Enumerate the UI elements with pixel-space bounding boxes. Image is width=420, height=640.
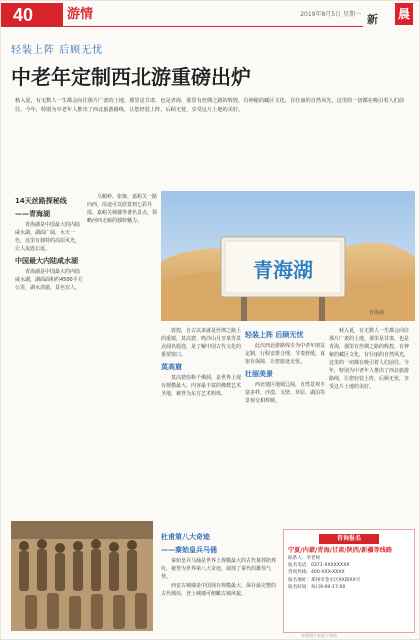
info-line: 报名电话：0371-XXXXXXXX xyxy=(288,563,350,569)
column-1 xyxy=(15,193,83,513)
paragraph: 敦煌，自古以来就是丝绸之路上的重镇，莫高窟、鸣沙山月牙泉等景点闻名遐迩，是了解中国古代文化的重要窗口。 xyxy=(161,328,241,358)
paragraph: 乌鞘岭、张掖、嘉峪关一路向西，沿途可以欣赏到七彩丹霞、嘉峪关城楼等著名景点，领略河西走廊的独特魅力。 xyxy=(87,194,157,224)
section-heading: 轻装上阵 后顾无忧 xyxy=(245,331,304,339)
section-heading: 中国最大内陆咸水湖 xyxy=(15,257,78,265)
terracotta-illustration xyxy=(11,521,153,631)
logo-text-left: 新 xyxy=(367,13,378,26)
section-name: 游情 xyxy=(67,7,94,22)
paragraph: 西北地区地域辽阔，自然景观丰富多样，沙漠、戈壁、草原、湖泊等景观交相辉映。 xyxy=(245,382,325,404)
paragraph: 秋入夏，有无数人一生都会向往那片广袤的土地，那里是甘肃，也是青海，那里有丝绸之路的辉煌，有神秘的藏区文化，有壮丽的自然风光，这里的一切都在吸引着人们前往。今年，特别为中老年人推出了西北旅游路线，让您轻装上阵，后顾无忧，享受这片土地的美好。 xyxy=(329,328,410,390)
section-heading-sub: ——青海湖 xyxy=(15,210,50,218)
column-2 xyxy=(87,193,157,513)
section-heading: 14天丝路探秘线 xyxy=(15,197,67,205)
headline: 中老年定制西北游重磅出炉 xyxy=(11,65,251,89)
column-bottom xyxy=(161,529,279,633)
section-heading: 壮丽美景 xyxy=(245,370,273,378)
photo-caption: 青海湖 xyxy=(369,310,385,316)
terracotta-photo xyxy=(11,521,153,631)
lead-paragraph: 秋入夏，有无数人一生都会向往那片广袤的土地，那里是甘肃，也是青海，那里有丝绸之路的辉煌，有神秘的藏区文化，有壮丽的自然风光，这里的一切都在吸引着人们前往。今年，特别为中老年人推出了西北旅游路线，让您轻装上阵，后顾无忧，享受这片土地的美好。 xyxy=(15,98,405,113)
header-rule xyxy=(63,26,363,27)
info-line: 报名时间：每日9:00-17:00 xyxy=(288,584,346,590)
info-line: 联系人：李老师 xyxy=(288,556,321,561)
info-box-title: 咨询报名 xyxy=(319,534,379,544)
footer-note: 本版图片来源于网络 xyxy=(301,633,337,638)
desert-photo xyxy=(161,191,415,321)
paragraph: 青海湖是中国最大的内陆咸水湖，湖面广阔，水天一色，这里有独特的高原风光，让人流连忘返。 xyxy=(15,222,81,252)
paragraph: 莫高窟俗称千佛洞，是世界上现存规模最大、内容最丰富的佛教艺术圣地，被誉为东方艺术明珠。 xyxy=(161,375,241,397)
page-header xyxy=(1,1,420,29)
paragraph: 西安古城墙是中国现存规模最大、保存最完整的古代城垣，登上城墙可俯瞰古城风貌。 xyxy=(161,583,277,597)
info-box-heading: 宁夏/内蒙/青海/甘肃/陕西/新疆等线路 xyxy=(288,547,393,554)
section-heading-sub: ——秦始皇兵马俑 xyxy=(161,546,217,554)
info-line: 咨询热线：400-XXX-XXXX xyxy=(288,570,345,576)
newspaper-logo xyxy=(367,3,413,27)
sign-text: 青海湖 xyxy=(253,258,313,282)
paragraph: 此次西北游路线专为中老年朋友定制，行程安排合理，节奏舒缓，食宿有保障，让您旅途无忧。 xyxy=(245,343,325,365)
page-number: 40 xyxy=(1,3,63,27)
kicker: 轻装上阵 后顾无忧 xyxy=(11,45,104,56)
paragraph: 秦始皇兵马俑是世界上规模最大的古代墓葬陪葬坑，被誉为世界第八大奇迹，展现了秦代的雄伟气势。 xyxy=(161,558,277,580)
section-heading: 莫高窟 xyxy=(161,363,182,371)
logo-text-right: 晨 xyxy=(395,3,413,25)
paragraph: 青海湖是中国最大的内陆咸水湖，湖面面积约4500平方公里，湖水清澈，景色宜人。 xyxy=(15,269,83,291)
column-5 xyxy=(329,327,413,523)
column-4 xyxy=(245,327,325,527)
desert-photo-illustration xyxy=(161,191,415,321)
column-3 xyxy=(161,327,241,527)
section-heading: 杜甫第八大奇迹 xyxy=(161,533,210,541)
issue-date: 2019年8月5日 星期一 xyxy=(300,11,361,18)
contact-info-box xyxy=(283,529,415,633)
info-line: 报名地址：郑州市金水区XX路XX号 xyxy=(288,577,361,583)
